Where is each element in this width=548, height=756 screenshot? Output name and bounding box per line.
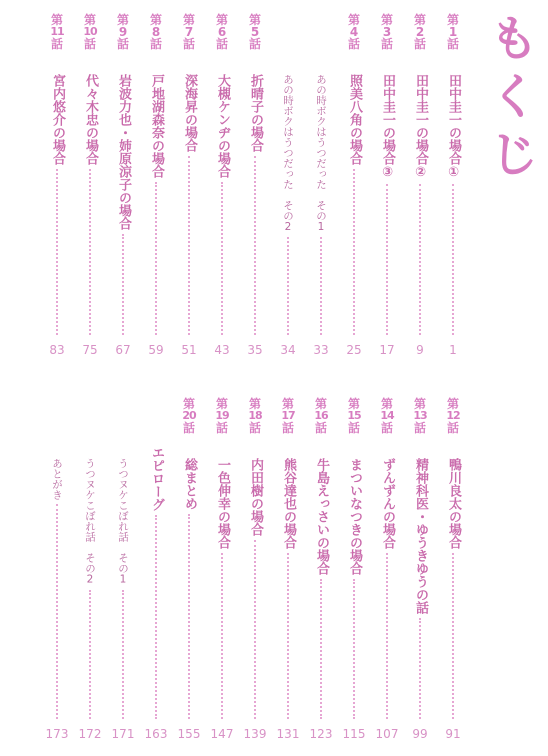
entry-title: うつヌケこぼれ話 その1	[117, 458, 129, 586]
entry-body	[273, 458, 303, 719]
entry-body	[306, 74, 336, 335]
leader-dots	[155, 182, 157, 335]
leader-dots	[254, 540, 256, 719]
chapter-suffix: 話	[248, 421, 261, 435]
chapter-mark: 第	[281, 397, 294, 411]
entry-body	[207, 458, 237, 719]
leader-dots	[419, 618, 421, 719]
chapter-label	[438, 14, 468, 50]
page-number: 155	[177, 727, 201, 741]
leader-dots	[287, 237, 289, 335]
page-number: 172	[78, 727, 102, 741]
chapter-suffix: 話	[248, 37, 261, 51]
chapter-label	[174, 398, 204, 434]
chapter-label	[372, 398, 402, 434]
chapter-suffix: 話	[281, 421, 294, 435]
chapter-number: 6	[217, 25, 227, 39]
chapter-mark: 第	[413, 397, 426, 411]
entry-body	[438, 74, 468, 335]
chapter-label	[174, 14, 204, 50]
entry-title: 戸地湖森奈の場合	[149, 74, 164, 178]
title-char: じ	[489, 127, 538, 183]
entry-body	[108, 74, 138, 335]
leader-dots	[56, 504, 58, 719]
page-number: 173	[45, 727, 69, 741]
chapter-mark: 第	[380, 13, 393, 27]
page-number: 34	[280, 343, 296, 357]
entry-body	[240, 74, 270, 335]
chapter-number: 10	[83, 25, 97, 38]
entry-title: あの時ボクはうつだった その1	[315, 74, 327, 233]
chapter-label	[339, 14, 369, 50]
chapter-suffix: 話	[182, 37, 195, 51]
chapter-number: 3	[382, 25, 392, 39]
chapter-mark: 第	[116, 13, 129, 27]
chapter-suffix: 話	[380, 37, 393, 51]
entry-body	[438, 458, 468, 719]
chapter-suffix: 話	[215, 421, 228, 435]
chapter-number: 11	[50, 25, 64, 38]
leader-dots	[386, 184, 388, 335]
leader-dots	[320, 579, 322, 719]
chapter-suffix: 話	[347, 421, 360, 435]
page-number: 171	[111, 727, 135, 741]
page-number: 1	[449, 343, 457, 357]
page-number: 107	[375, 727, 399, 741]
entry-title: まついなつきの場合	[347, 458, 362, 575]
entry-title: あの時ボクはうつだった その2	[282, 74, 294, 233]
entry-body	[273, 74, 303, 335]
chapter-mark: 第	[347, 13, 360, 27]
chapter-number: 14	[380, 409, 394, 422]
chapter-label	[240, 14, 270, 50]
chapter-mark: 第	[446, 397, 459, 411]
chapter-suffix: 話	[50, 37, 63, 51]
entry-body	[174, 74, 204, 335]
entry-title: 田中圭一の場合①	[446, 74, 461, 180]
chapter-mark: 第	[50, 13, 63, 27]
page-number: 25	[346, 343, 362, 357]
chapter-mark: 第	[149, 13, 162, 27]
chapter-label	[42, 14, 72, 50]
page-number: 83	[49, 343, 65, 357]
leader-dots	[254, 156, 256, 335]
chapter-number: 13	[413, 409, 427, 422]
leader-dots	[353, 579, 355, 719]
chapter-suffix: 話	[413, 421, 426, 435]
entry-title: 深海昇の場合	[182, 74, 197, 152]
page-number: 17	[379, 343, 395, 357]
leader-dots	[386, 553, 388, 719]
entry-title: 宮内悠介の場合	[50, 74, 65, 165]
entry-title: うつヌケこぼれ話 その2	[84, 458, 96, 586]
chapter-number: 15	[347, 409, 361, 422]
chapter-label	[141, 14, 171, 50]
chapter-label	[273, 398, 303, 434]
chapter-mark: 第	[182, 397, 195, 411]
entry-body	[174, 458, 204, 719]
page-number: 51	[181, 343, 197, 357]
chapter-suffix: 話	[215, 37, 228, 51]
leader-dots	[320, 237, 322, 335]
entry-body	[405, 74, 435, 335]
entry-title: 代々木忠の場合	[83, 74, 98, 165]
entry-title: あとがき	[51, 458, 63, 500]
entry-body	[141, 446, 171, 719]
entry-title: 田中圭一の場合②	[413, 74, 428, 180]
chapter-number: 8	[151, 25, 161, 39]
leader-dots	[419, 184, 421, 335]
page-number: 99	[412, 727, 428, 741]
leader-dots	[188, 156, 190, 335]
page-title	[488, 10, 540, 184]
chapter-label	[339, 398, 369, 434]
chapter-label	[405, 14, 435, 50]
page-number: 35	[247, 343, 263, 357]
chapter-mark: 第	[413, 13, 426, 27]
chapter-mark: 第	[380, 397, 393, 411]
entry-body	[339, 458, 369, 719]
chapter-number: 1	[448, 25, 458, 39]
entry-body	[240, 458, 270, 719]
page-number: 67	[115, 343, 131, 357]
chapter-number: 7	[184, 25, 194, 39]
chapter-mark: 第	[83, 13, 96, 27]
leader-dots	[452, 553, 454, 719]
chapter-label	[306, 398, 336, 434]
entry-title: 鴨川良太の場合	[446, 458, 461, 549]
chapter-mark: 第	[215, 397, 228, 411]
chapter-suffix: 話	[116, 37, 129, 51]
page-number: 139	[243, 727, 267, 741]
leader-dots	[221, 182, 223, 335]
chapter-label	[207, 14, 237, 50]
entry-title: 一色伸幸の場合	[215, 458, 230, 549]
chapter-suffix: 話	[347, 37, 360, 51]
leader-dots	[122, 590, 124, 720]
entry-body	[207, 74, 237, 335]
chapter-label	[108, 14, 138, 50]
entry-title: 精神科医・ゆうきゆうの話	[413, 458, 428, 614]
page-number: 115	[342, 727, 366, 741]
entry-title: 大槻ケンヂの場合	[215, 74, 230, 178]
page-number: 9	[416, 343, 424, 357]
entry-body	[372, 458, 402, 719]
leader-dots	[89, 169, 91, 335]
chapter-label	[240, 398, 270, 434]
entry-body	[339, 74, 369, 335]
entry-title: 総まとめ	[182, 458, 197, 510]
chapter-suffix: 話	[182, 421, 195, 435]
chapter-mark: 第	[215, 13, 228, 27]
chapter-suffix: 話	[446, 37, 459, 51]
entry-body	[141, 74, 171, 335]
chapter-mark: 第	[182, 13, 195, 27]
entry-title: 岩波力也・姉原涼子の場合	[116, 74, 131, 230]
entry-body	[75, 458, 105, 719]
chapter-number: 5	[250, 25, 260, 39]
page-number: 163	[144, 727, 168, 741]
leader-dots	[155, 515, 157, 719]
title-char: く	[489, 69, 538, 125]
chapter-label	[405, 398, 435, 434]
entry-title: 田中圭一の場合③	[380, 74, 395, 180]
chapter-label	[372, 14, 402, 50]
entry-title: ずんずんの場合	[380, 458, 395, 549]
chapter-suffix: 話	[83, 37, 96, 51]
chapter-number: 9	[118, 25, 128, 39]
page-number: 131	[276, 727, 300, 741]
page-number: 33	[313, 343, 329, 357]
entry-title: エピローグ	[149, 446, 164, 511]
chapter-number: 2	[415, 25, 425, 39]
chapter-mark: 第	[446, 13, 459, 27]
page-number: 147	[210, 727, 234, 741]
leader-dots	[56, 169, 58, 335]
page-number: 123	[309, 727, 333, 741]
chapter-label	[207, 398, 237, 434]
entry-body	[42, 458, 72, 719]
entry-body	[306, 458, 336, 719]
chapter-number: 16	[314, 409, 328, 422]
leader-dots	[89, 590, 91, 720]
entry-title: 内田樹の場合	[248, 458, 263, 536]
chapter-label	[438, 398, 468, 434]
chapter-number: 19	[215, 409, 229, 422]
leader-dots	[122, 234, 124, 335]
chapter-number: 20	[182, 409, 196, 422]
entry-body	[42, 74, 72, 335]
page-number: 75	[82, 343, 98, 357]
chapter-label	[75, 14, 105, 50]
chapter-mark: 第	[248, 397, 261, 411]
chapter-mark: 第	[248, 13, 261, 27]
leader-dots	[353, 169, 355, 335]
entry-body	[108, 458, 138, 719]
leader-dots	[188, 514, 190, 719]
entry-body	[75, 74, 105, 335]
chapter-suffix: 話	[149, 37, 162, 51]
chapter-suffix: 話	[446, 421, 459, 435]
leader-dots	[452, 184, 454, 335]
chapter-suffix: 話	[380, 421, 393, 435]
page-number: 59	[148, 343, 164, 357]
chapter-mark: 第	[314, 397, 327, 411]
entry-title: 照美八角の場合	[347, 74, 362, 165]
entry-title: 熊谷達也の場合	[281, 458, 296, 549]
chapter-mark: 第	[347, 397, 360, 411]
entry-body	[405, 458, 435, 719]
page-number: 43	[214, 343, 230, 357]
leader-dots	[221, 553, 223, 719]
entry-body	[372, 74, 402, 335]
entry-title: 牛島えっさいの場合	[314, 458, 329, 575]
chapter-suffix: 話	[413, 37, 426, 51]
leader-dots	[287, 553, 289, 719]
title-char: も	[489, 11, 538, 67]
chapter-suffix: 話	[314, 421, 327, 435]
page-number: 91	[445, 727, 461, 741]
chapter-number: 4	[349, 25, 359, 39]
chapter-number: 12	[446, 409, 460, 422]
entry-title: 折晴子の場合	[248, 74, 263, 152]
chapter-number: 17	[281, 409, 295, 422]
chapter-number: 18	[248, 409, 262, 422]
